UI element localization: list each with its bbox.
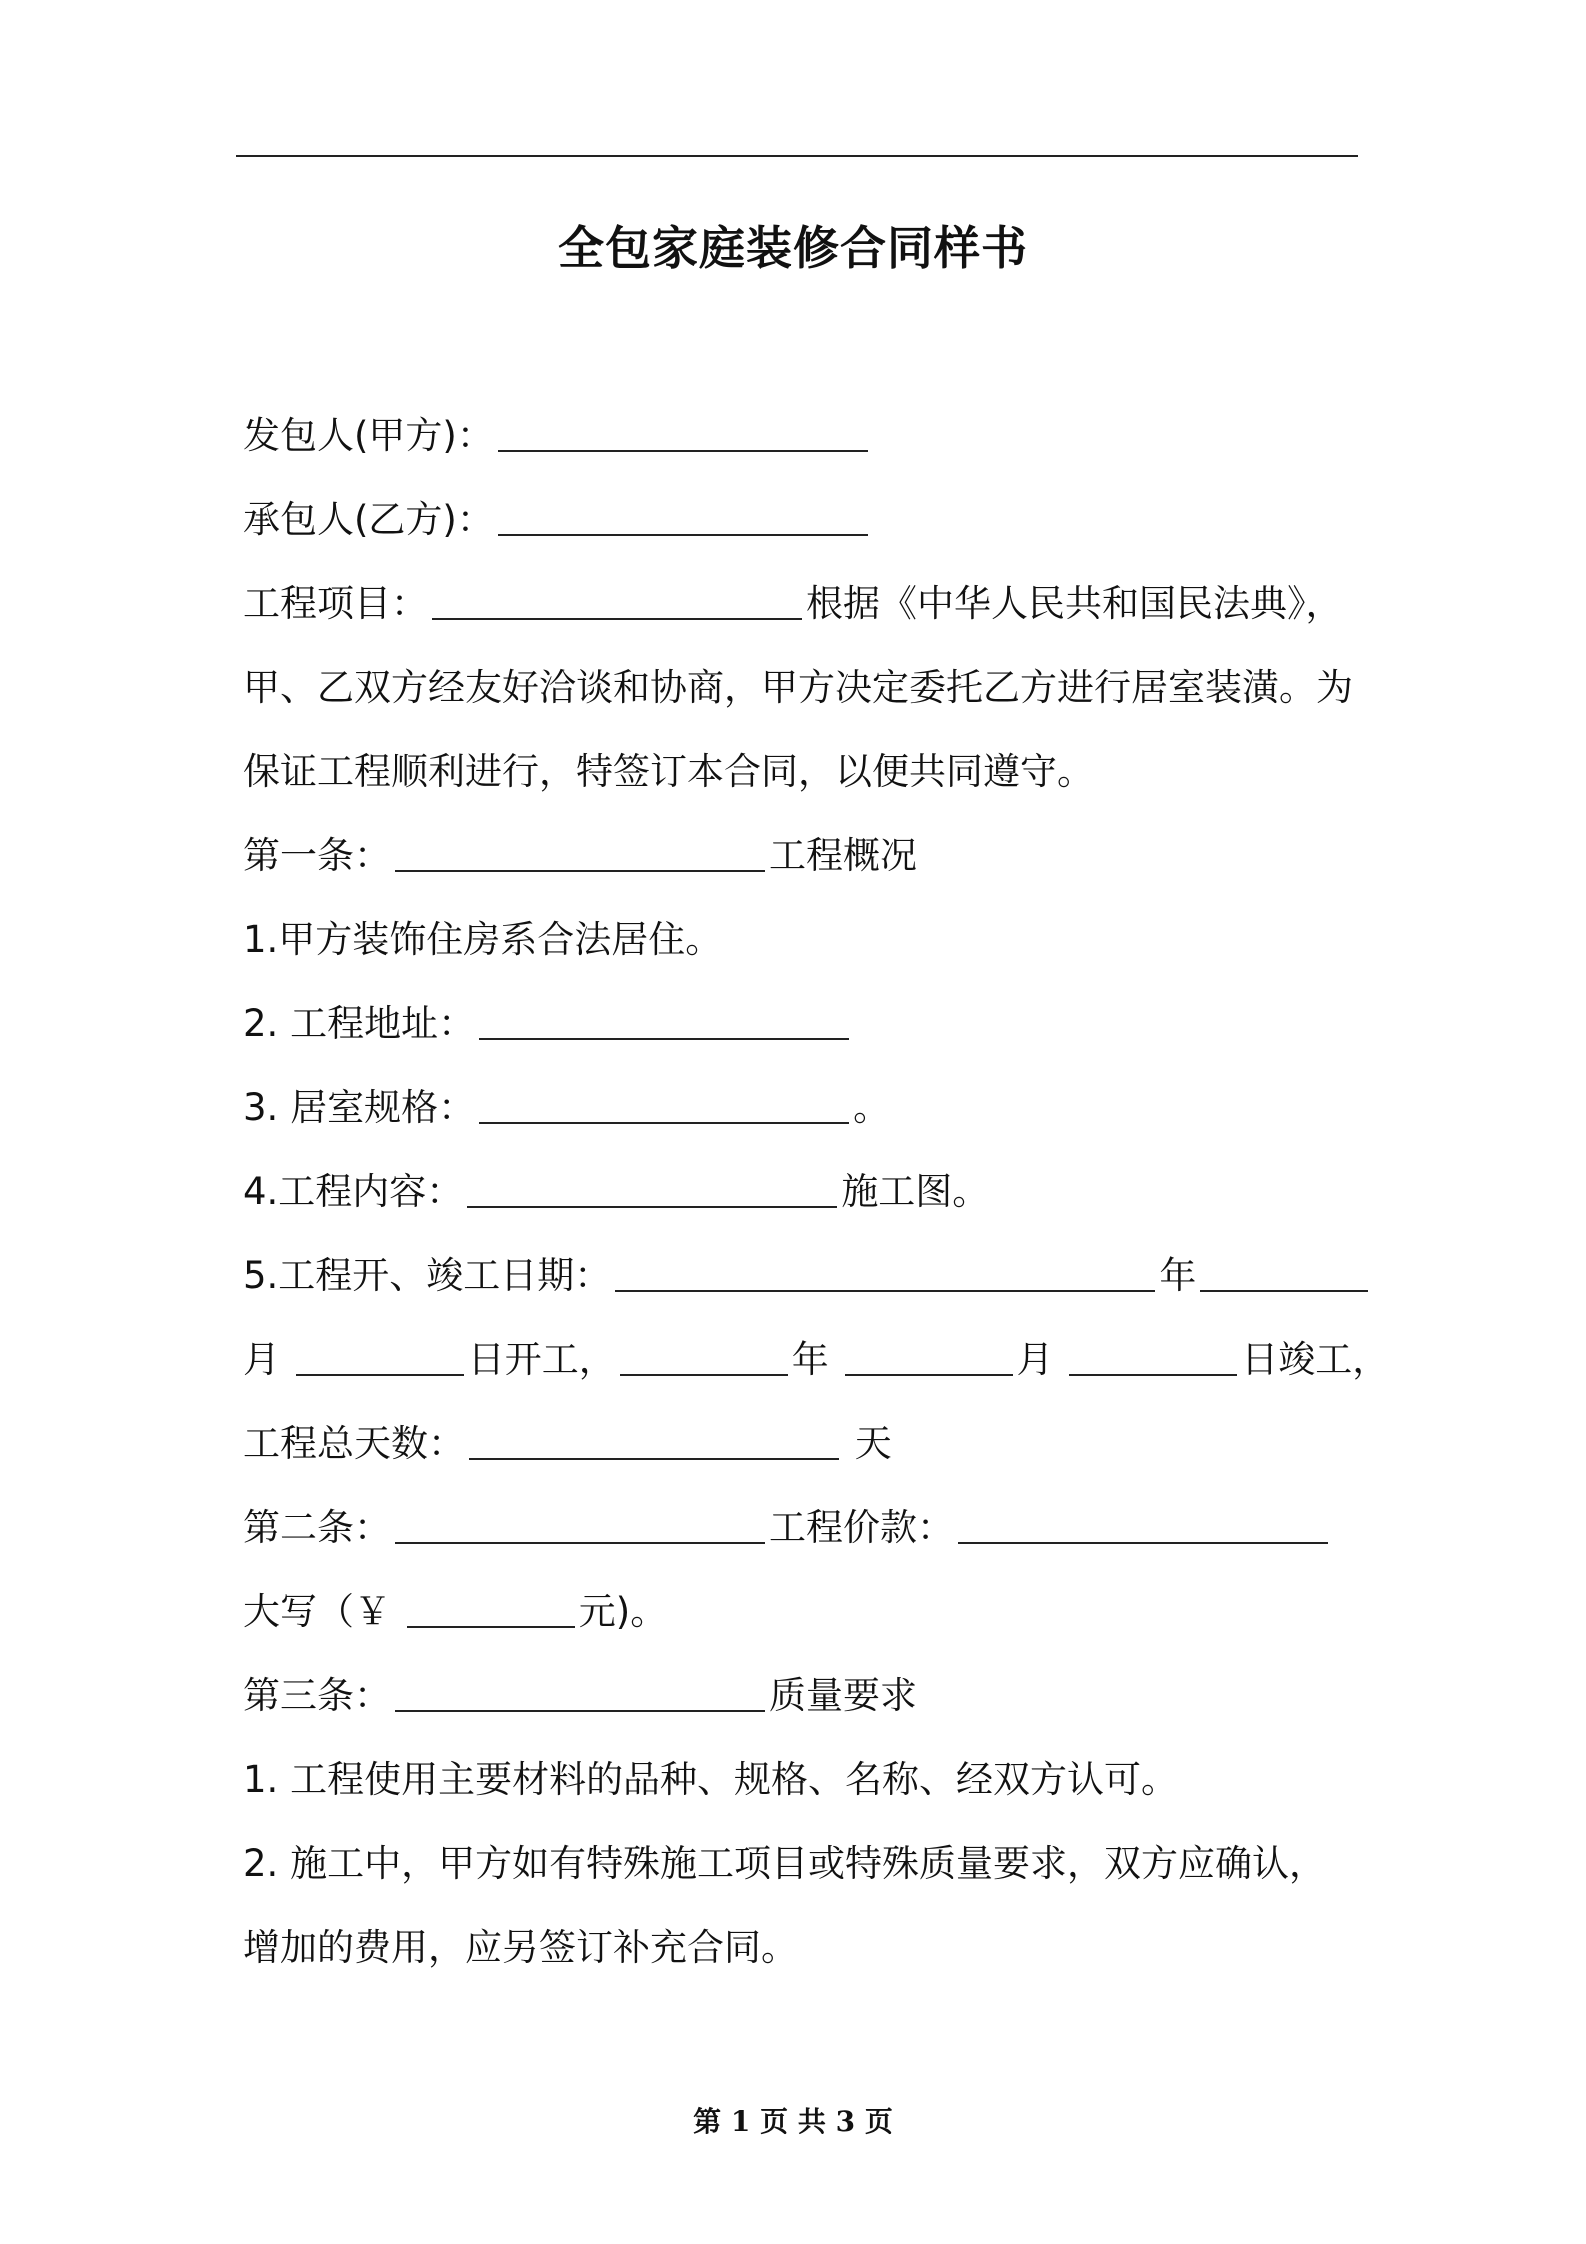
content-blank: [467, 1168, 837, 1208]
page-title: 全包家庭装修合同样书: [558, 221, 1028, 275]
preamble-text-1: 甲、乙双方经友好洽谈和协商，甲方决定委托乙方进行居室装潢。为: [243, 666, 1353, 709]
clause-3-2-text: 2. 施工中，甲方如有特殊施工项目或特殊质量要求，双方应确认，: [243, 1842, 1327, 1885]
dates-line-2: [243, 1330, 1390, 1414]
clause-3-1: [243, 1750, 1373, 1834]
clause-1-5: [243, 1246, 1373, 1330]
party-a-line: [243, 406, 1373, 490]
article-1-line: [243, 826, 1373, 910]
end-day-blank: [1069, 1336, 1237, 1376]
end-month-blank: [845, 1336, 1013, 1376]
article-3-line: [243, 1666, 1373, 1750]
party-b-label: 承包人(乙方)：: [243, 498, 494, 541]
project-line: [243, 574, 1373, 658]
clause-3-2: [243, 1834, 1373, 1918]
room-spec-blank: [479, 1084, 849, 1124]
price-amount-blank: [407, 1588, 575, 1628]
party-a-blank: [498, 412, 868, 452]
price-words-label: 大写（￥: [243, 1590, 391, 1633]
start-day-blank: [296, 1336, 464, 1376]
address-blank: [479, 1000, 849, 1040]
article-3-blank: [395, 1672, 765, 1712]
project-text: 根据《中华人民共和国民法典》，: [806, 582, 1343, 625]
end-day-label: 日竣工，: [1241, 1338, 1390, 1381]
article-1-title: 工程概况: [769, 834, 917, 877]
total-days-blank: [469, 1420, 839, 1460]
price-label: 工程价款：: [769, 1506, 954, 1549]
room-spec-end: 。: [853, 1086, 891, 1129]
clause-3-2-cont-text: 增加的费用，应另签订补充合同。: [243, 1926, 798, 1969]
article-1-label: 第一条：: [243, 834, 391, 877]
start-month-label: 月: [243, 1338, 280, 1381]
preamble-text-2: 保证工程顺利进行，特签订本合同，以便共同遵守。: [243, 750, 1094, 793]
project-label: 工程项目：: [243, 582, 428, 625]
end-month-label: 月: [1016, 1338, 1054, 1381]
project-blank: [432, 580, 802, 620]
end-year-label: 年: [791, 1338, 829, 1381]
price-words-end: 元)。: [578, 1590, 668, 1633]
start-month-blank: [1200, 1252, 1368, 1292]
preamble-line-2: [243, 742, 1373, 826]
party-a-label: 发包人(甲方)：: [243, 414, 494, 457]
clause-1-3: [243, 1078, 1373, 1162]
article-2-line: [243, 1498, 1373, 1582]
article-1-blank: [395, 832, 765, 872]
total-days-unit: 天: [854, 1422, 892, 1465]
party-b-line: [243, 490, 1373, 574]
party-b-blank: [498, 496, 868, 536]
clause-3-1-text: 1. 工程使用主要材料的品种、规格、名称、经双方认可。: [243, 1758, 1179, 1801]
start-day-label: 日开工，: [467, 1338, 616, 1381]
content-end: 施工图。: [841, 1170, 990, 1213]
room-spec-label: 3. 居室规格：: [243, 1086, 476, 1129]
header-rule: [236, 155, 1358, 157]
clause-1-1: [243, 910, 1373, 994]
price-words-line: [243, 1582, 1373, 1666]
clause-3-2-cont: [243, 1918, 1373, 2002]
article-3-title: 质量要求: [769, 1674, 917, 1717]
dates-label: 5.工程开、竣工日期：: [243, 1254, 612, 1297]
page-footer: 第 1 页 共 3 页: [693, 2105, 893, 2138]
article-3-label: 第三条：: [243, 1674, 391, 1717]
clause-1-1-text: 1.甲方装饰住房系合法居住。: [243, 918, 723, 961]
start-year-label: 年: [1159, 1254, 1197, 1297]
clause-1-4: [243, 1162, 1373, 1246]
address-label: 2. 工程地址：: [243, 1002, 476, 1045]
contract-body: [243, 406, 1390, 2002]
article-2-label: 第二条：: [243, 1506, 391, 1549]
clause-1-2: [243, 994, 1373, 1078]
end-year-blank: [620, 1336, 788, 1376]
content-label: 4.工程内容：: [243, 1170, 464, 1213]
preamble-line-1: [243, 658, 1373, 742]
article-2-blank: [395, 1504, 765, 1544]
total-days-line: [243, 1414, 1373, 1498]
dates-blank: [615, 1252, 1155, 1292]
total-days-label: 工程总天数：: [243, 1422, 465, 1465]
price-blank: [958, 1504, 1328, 1544]
